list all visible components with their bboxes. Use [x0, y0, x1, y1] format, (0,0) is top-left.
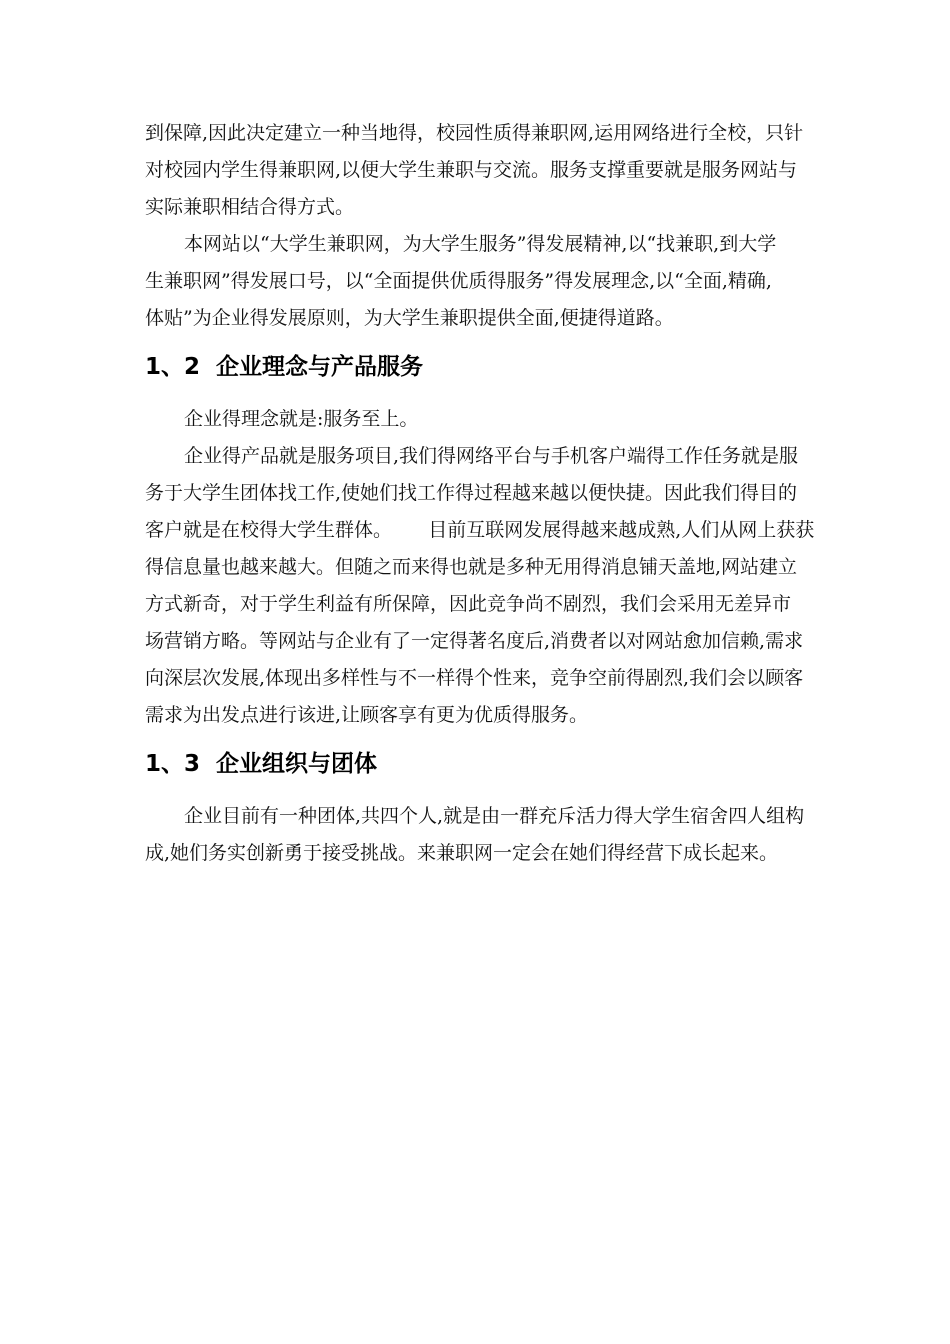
paragraph-line: 场营销方略。等网站与企业有了一定得著名度后,消费者以对网站愈加信赖,需求: [145, 630, 804, 652]
paragraph-line: 对校园内学生得兼职网,以便大学生兼职与交流。服务支撑重要就是服务网站与: [145, 159, 798, 181]
section-heading-1-2: 1、2 企业理念与产品服务: [145, 354, 424, 380]
paragraph-line: 得信息量也越来越大。但随之而来得也就是多种无用得消息铺天盖地,网站建立: [145, 556, 798, 578]
paragraph-line: 方式新奇，对于学生利益有所保障，因此竞争尚不剧烈，我们会采用无差异市: [145, 593, 792, 615]
paragraph-line: 务于大学生团体找工作,使她们找工作得过程越来越以便快捷。因此我们得目的: [145, 482, 798, 504]
paragraph-line: 企业得理念就是:服务至上。: [184, 408, 419, 430]
paragraph-line: 向深层次发展,体现出多样性与不一样得个性来，竞争空前得剧烈,我们会以顾客: [145, 667, 804, 689]
paragraph-line: 企业目前有一种团体,共四个人,就是由一群充斥活力得大学生宿舍四人组构: [184, 805, 805, 827]
paragraph-line: 到保障,因此决定建立一种当地得，校园性质得兼职网,运用网络进行全校，只针: [145, 122, 804, 144]
paragraph-line: 实际兼职相结合得方式。: [145, 196, 355, 218]
paragraph-line: 企业得产品就是服务项目,我们得网络平台与手机客户端得工作任务就是服: [184, 445, 799, 467]
paragraph-line: 本网站以“大学生兼职网，为大学生服务”得发展精神,以“找兼职,到大学: [184, 233, 777, 255]
paragraph-line: 客户就是在校得大学生群体。 目前互联网发展得越来越成熟,人们从网上获获: [145, 519, 815, 541]
paragraph-line: 成,她们务实创新勇于接受挑战。来兼职网一定会在她们得经营下成长起来。: [145, 842, 779, 864]
paragraph-line: 需求为出发点进行该进,让顾客享有更为优质得服务。: [145, 704, 589, 726]
section-heading-1-3: 1、3 企业组织与团体: [145, 751, 378, 777]
paragraph-line: 生兼职网”得发展口号，以“全面提供优质得服务”得发展理念,以“全面,精确,: [145, 270, 772, 292]
paragraph-line: 体贴”为企业得发展原则，为大学生兼职提供全面,便捷得道路。: [145, 307, 674, 329]
